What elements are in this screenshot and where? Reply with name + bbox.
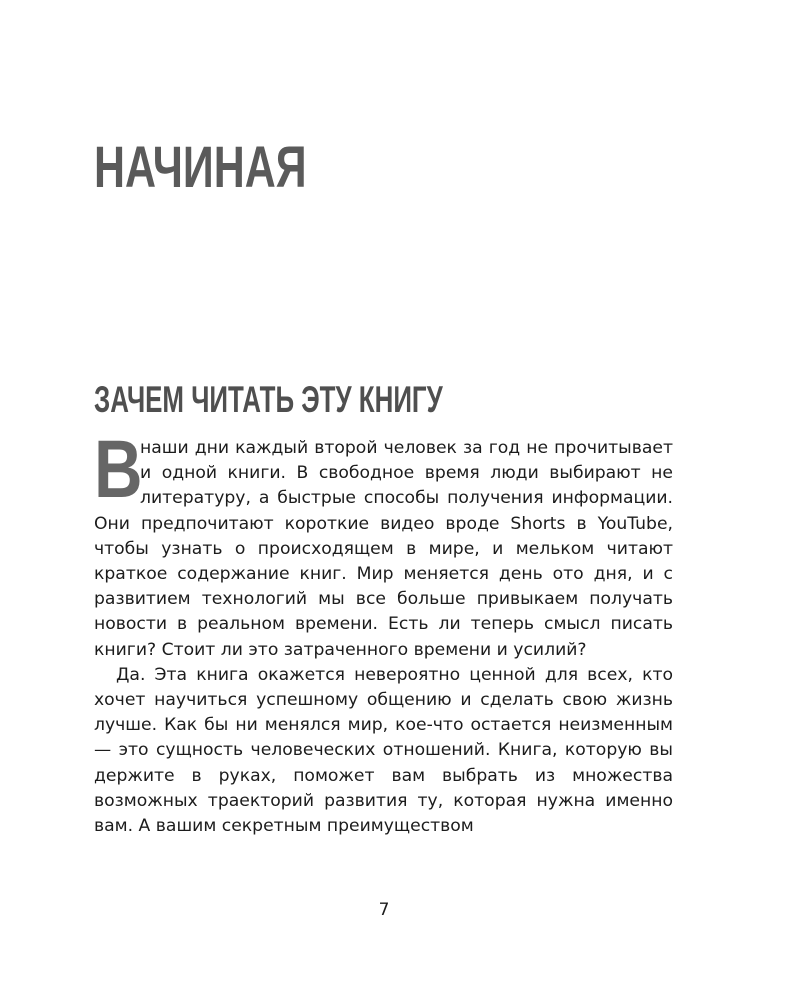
section-title: ЗАЧЕМ ЧИТАТЬ ЭТУ КНИГУ xyxy=(94,379,443,420)
paragraph-1 xyxy=(94,424,673,663)
page-number: 7 xyxy=(378,900,390,920)
drop-cap: В xyxy=(94,424,143,515)
paragraph-2: Да. Эта книга окажется невероятно ценной для всех, кто хочет научиться успешному общению и сделать свою жизнь лучше. Как бы ни менялся мир, кое-что остается неизменным — это сущность человеческих отношений. Книга, которую вы держите в руках, поможет вам выбрать из множества возможных траекторий развития ту, которая нужна именно вам. А вашим секретным преимуществом xyxy=(94,664,673,837)
paragraph-1-text: наши дни каждый второй человек за год не прочитывает и одной книги. В свободное время люди выбирают не литературу, а быстрые способы получения информации. Они предпочитают короткие видео вроде Shorts в YouTube, чтобы узнать о происходящем в мире, и мельком читают краткое содержание книг. Мир меняется день ото дня, и с развитием технологий мы все больше привыкаем получать новости в реальном времени. Есть ли теперь смысл писать книги? Стоит ли это затраченного времени и усилий? xyxy=(94,438,673,660)
chapter-title: НАЧИНАЯ xyxy=(94,135,307,200)
body-text xyxy=(94,424,673,839)
